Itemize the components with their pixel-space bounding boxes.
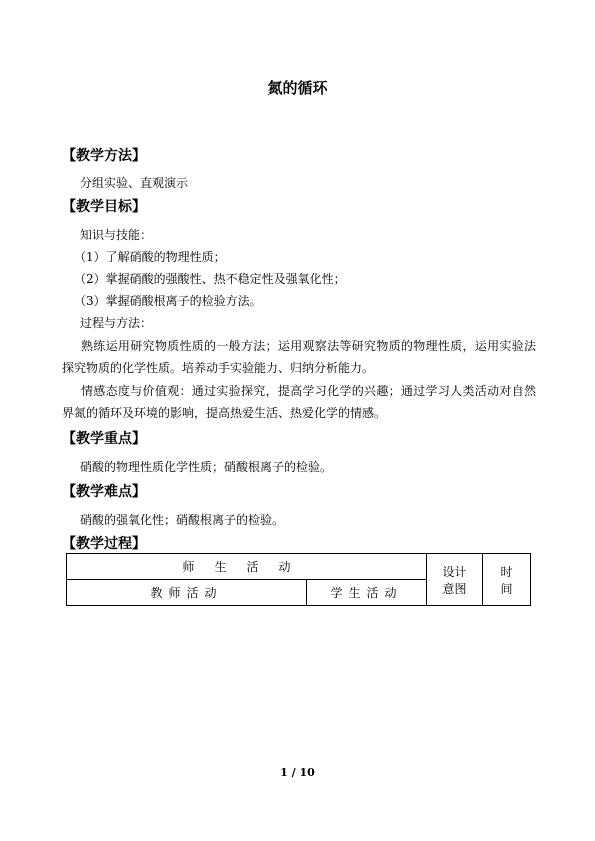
- table-header-design: 设计 意图: [427, 554, 483, 606]
- heading-process: 【教学过程】: [62, 536, 146, 552]
- method-text: 分组实验、直观演示: [80, 176, 189, 190]
- heading-key-points: 【教学重点】: [62, 431, 146, 447]
- process-text: 熟练运用研究物质性质的一般方法；运用观察法等研究物质的物理性质，运用实验法探究物质的化学性质。培养动手实验能力、归纳分析能力。: [62, 339, 536, 375]
- goal-item-3: （3）掌握硝酸根离子的检验方法。: [74, 294, 262, 308]
- table-header-activities: 师生活动: [67, 554, 427, 580]
- table-header-time: 时 间: [483, 554, 531, 606]
- difficulties-text: 硝酸的强氧化性；硝酸根离子的检验。: [80, 513, 285, 527]
- heading-method: 【教学方法】: [62, 148, 146, 164]
- page-number: 1 / 10: [280, 766, 315, 779]
- heading-goals: 【教学目标】: [62, 199, 146, 215]
- goal-item-2: （2）掌握硝酸的强酸性、热不稳定性及强氧化性；: [74, 272, 346, 286]
- page-title: 氮的循环: [267, 79, 328, 97]
- table-header-student: 学生活动: [307, 580, 427, 606]
- key-points-text: 硝酸的物理性质化学性质；硝酸根离子的检验。: [80, 460, 333, 474]
- process-label: 过程与方法：: [80, 316, 153, 330]
- emotion-text: 情感态度与价值观：通过实验探究，提高学习化学的兴趣；通过学习人类活动对自然界氮的循环及环境的影响，提高热爱生活、热爱化学的情感。: [62, 384, 536, 420]
- table-header-teacher: 教师活动: [67, 580, 307, 606]
- heading-difficulties: 【教学难点】: [62, 484, 146, 500]
- process-table: [66, 553, 531, 606]
- knowledge-label: 知识与技能：: [80, 228, 153, 242]
- goal-item-1: （1）了解硝酸的物理性质；: [74, 250, 226, 264]
